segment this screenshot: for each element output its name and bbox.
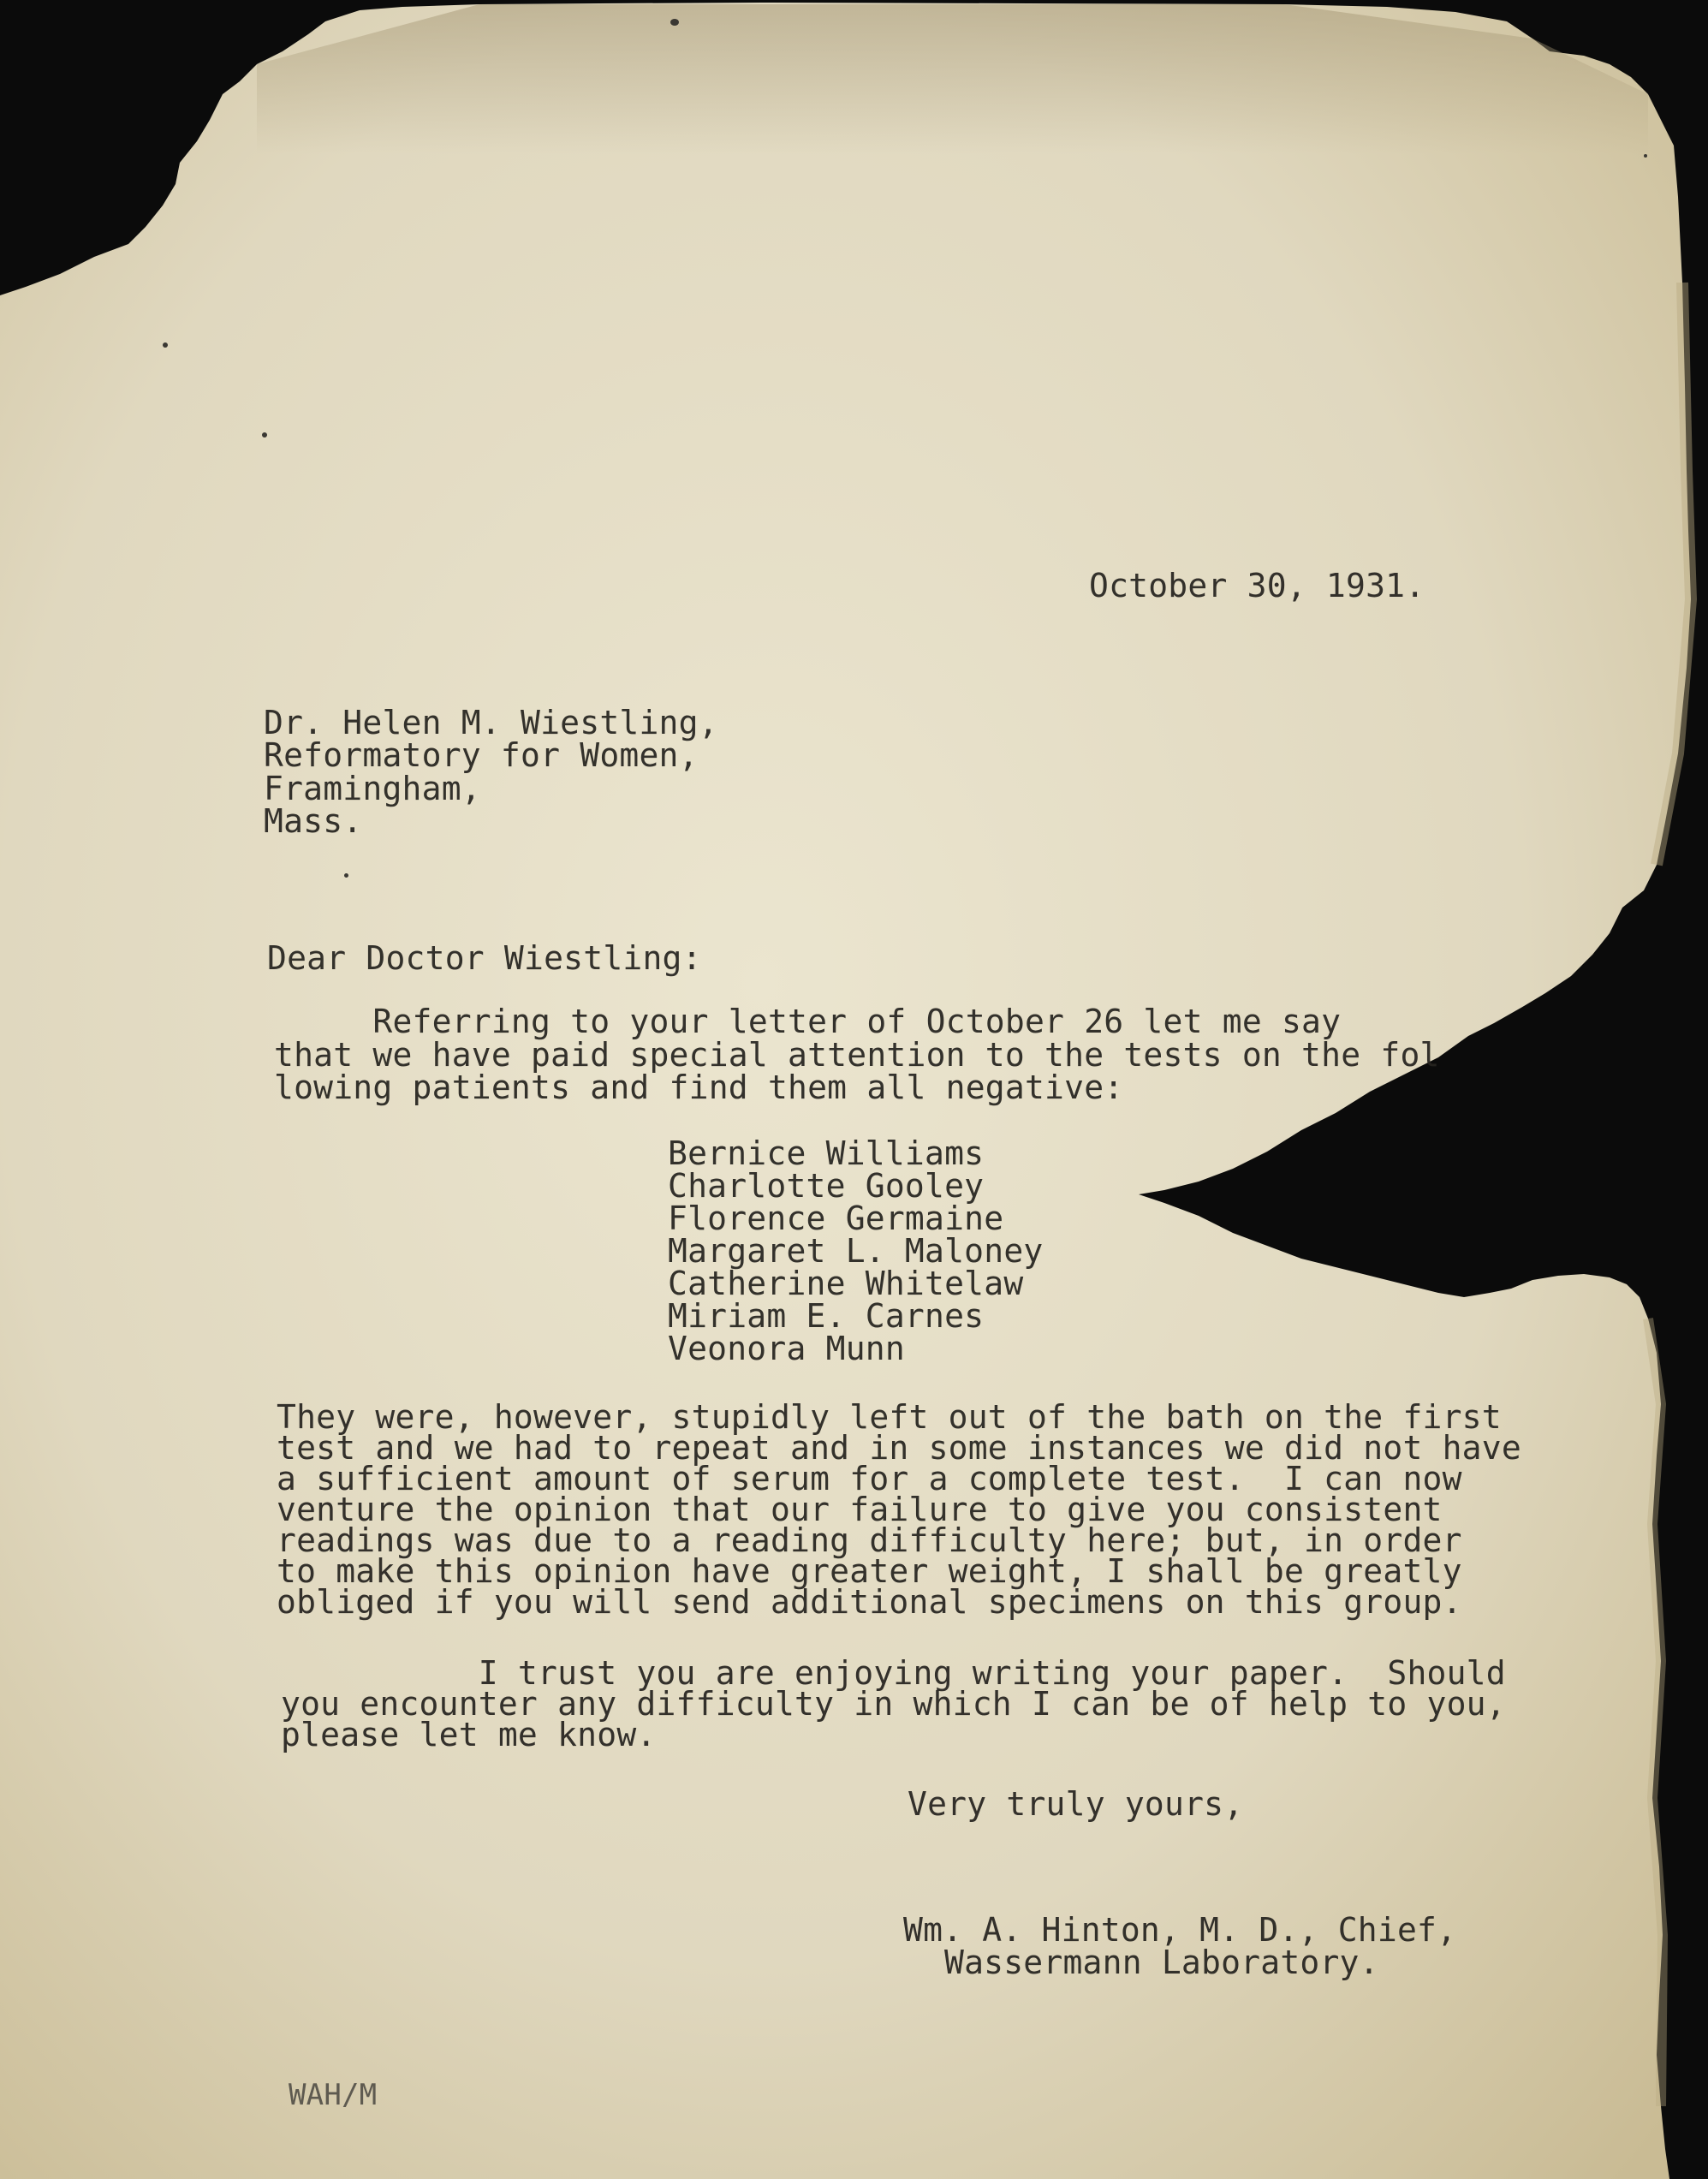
closing: Very truly yours, [908,1785,1244,1823]
address-line: Framingham, [264,770,481,807]
address-line: Dr. Helen M. Wiestling, [264,704,718,741]
address-line: Reformatory for Women, [264,736,699,774]
paper-speck [670,19,679,26]
patient-name: Bernice Williams [668,1134,985,1172]
paragraph-line: please let me know. [281,1716,657,1753]
paragraph-line: a sufficient amount of serum for a complete test. I can now [277,1460,1462,1497]
paragraph-line: you encounter any difficulty in which I can be of help to you, [281,1685,1506,1723]
patient-name: Veonora Munn [668,1330,905,1367]
patient-name: Miriam E. Carnes [668,1297,985,1335]
signature-line: Wm. A. Hinton, M. D., Chief, [903,1911,1457,1949]
paper-speck [344,873,348,878]
address-line: Mass. [264,802,363,840]
paper-speck [1644,154,1647,158]
paragraph-line: to make this opinion have greater weight, I shall be greatly [277,1552,1462,1590]
paragraph-line: lowing patients and find them all negative: [274,1069,1124,1106]
salutation: Dear Doctor Wiestling: [267,939,702,977]
paper-speck [163,342,168,348]
paper-speck [262,432,267,438]
paragraph-line: test and we had to repeat and in some instances we did not have [277,1429,1521,1467]
paragraph-line: that we have paid special attention to the tests on the fol [274,1036,1440,1074]
letter-date: October 30, 1931. [1089,567,1425,604]
patient-name: Charlotte Gooley [668,1167,985,1205]
patient-name: Catherine Whitelaw [668,1265,1024,1302]
paragraph-line: They were, however, stupidly left out of the bath on the first [277,1398,1502,1436]
typist-initials: WAH/M [289,2078,378,2112]
paragraph-line: Referring to your letter of October 26 let me say [274,1003,1342,1040]
paragraph-line: readings was due to a reading difficulty here; but, in order [277,1521,1462,1559]
patient-name: Margaret L. Maloney [668,1232,1044,1270]
paragraph-line: obliged if you will send additional specimens on this group. [277,1583,1462,1621]
signature-line: Wassermann Laboratory. [944,1944,1379,1981]
patient-name: Florence Germaine [668,1200,1004,1237]
paragraph-line: venture the opinion that our failure to give you consistent [277,1491,1443,1528]
paragraph-line: I trust you are enjoying writing your paper. Should [281,1654,1506,1692]
